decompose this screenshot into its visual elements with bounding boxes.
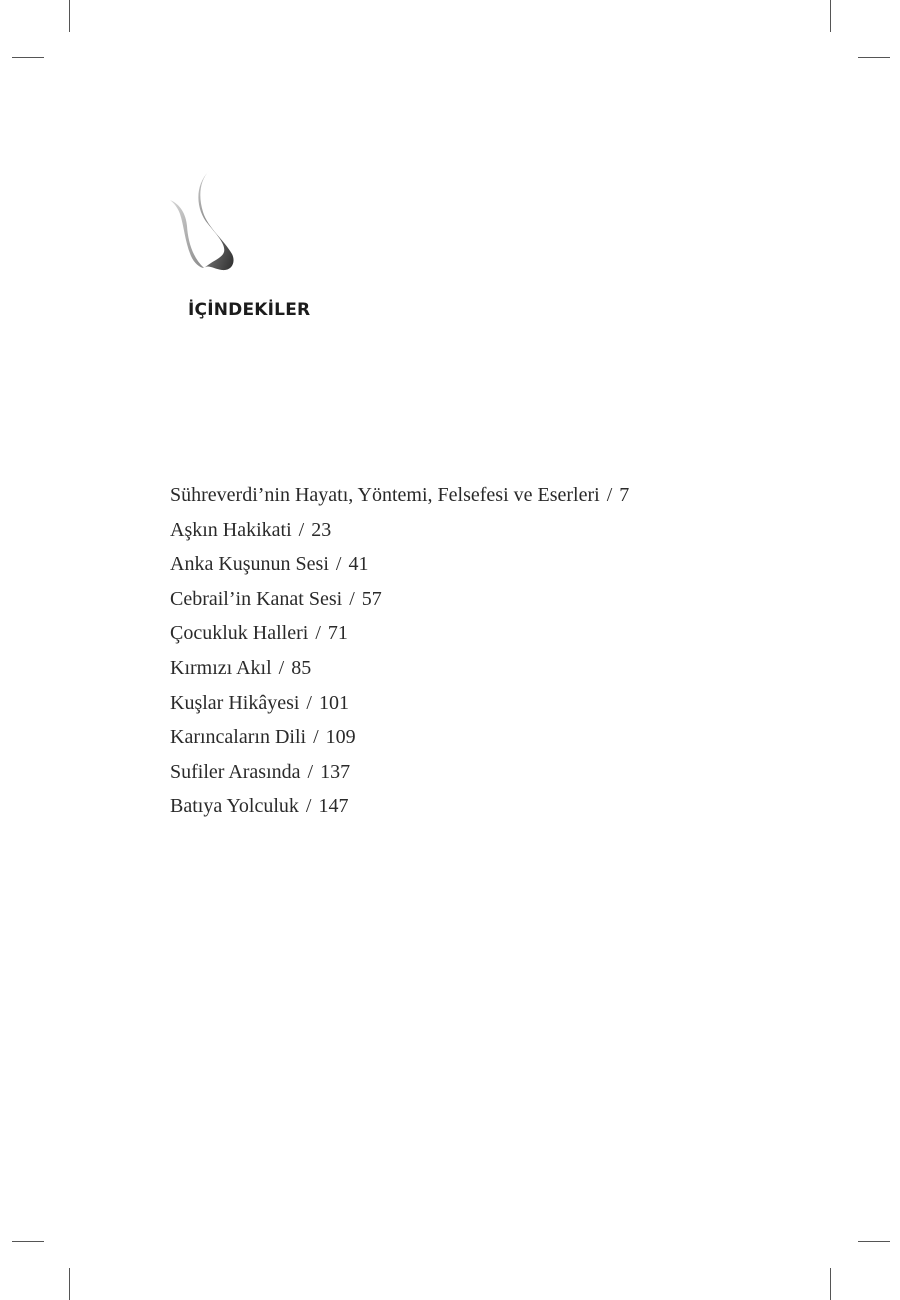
- crop-mark-top-right-horizontal: [858, 57, 890, 58]
- toc-entry: [170, 478, 629, 513]
- toc-entry-separator: /: [315, 622, 321, 645]
- toc-entry-title: Sühreverdi’nin Hayatı, Yöntemi, Felsefesi ve Eserleri: [170, 484, 600, 506]
- toc-entry: [170, 616, 629, 651]
- toc-entry-title: Karıncaların Dili: [170, 726, 307, 749]
- crop-mark-bottom-right-vertical: [830, 1268, 831, 1300]
- calligraphic-vav-icon: [160, 168, 240, 274]
- toc-entry-separator: /: [349, 587, 355, 610]
- toc-entry-title: Kırmızı Akıl: [170, 656, 272, 679]
- toc-entry-title: Kuşlar Hikâyesi: [170, 691, 300, 714]
- toc-entry-page-number: 23: [311, 518, 332, 541]
- toc-entry-separator: /: [306, 691, 312, 714]
- toc-entry-separator: /: [307, 760, 314, 783]
- toc-entry: [170, 513, 629, 548]
- toc-entry-page-number: 137: [320, 760, 351, 783]
- toc-entry-separator: /: [278, 656, 285, 679]
- toc-entry-title: Sufiler Arasında: [170, 760, 301, 783]
- toc-entry-title: Aşkın Hakikati: [170, 518, 292, 541]
- toc-entry-page-number: 101: [318, 691, 349, 714]
- toc-entry-separator: /: [305, 795, 312, 818]
- toc-entry-title: Cebrail’in Kanat Sesi: [170, 587, 343, 610]
- crop-mark-top-left-vertical: [69, 0, 70, 32]
- page-title: İÇİNDEKİLER: [188, 300, 311, 320]
- toc-entry: [170, 789, 629, 824]
- toc-entry-page-number: 85: [291, 656, 312, 679]
- toc-entry-title: Çocukluk Halleri: [170, 622, 309, 645]
- toc-entry-separator: /: [606, 484, 613, 506]
- toc-entry-separator: /: [298, 518, 305, 541]
- toc-entry: [170, 651, 629, 686]
- toc-entry-page-number: 109: [325, 726, 356, 749]
- toc-entry-separator: /: [313, 726, 319, 749]
- toc-entry-title: Batıya Yolculuk: [170, 795, 299, 818]
- toc-entry-page-number: 41: [348, 553, 369, 576]
- toc-entry-page-number: 57: [361, 587, 382, 610]
- toc-entry: [170, 686, 629, 721]
- toc-entry-separator: /: [335, 553, 342, 576]
- crop-mark-top-left-horizontal: [12, 57, 44, 58]
- toc-entry: [170, 547, 629, 582]
- crop-mark-bottom-left-horizontal: [12, 1241, 44, 1242]
- crop-mark-bottom-right-horizontal: [858, 1241, 890, 1242]
- toc-entry: [170, 720, 629, 755]
- crop-mark-bottom-left-vertical: [69, 1268, 70, 1300]
- toc-entry-page-number: 7: [619, 484, 630, 506]
- toc-entry-page-number: 71: [327, 622, 348, 645]
- toc-entry: [170, 582, 629, 617]
- crop-mark-top-right-vertical: [830, 0, 831, 32]
- toc-entry-page-number: 147: [318, 795, 349, 818]
- toc-entry-title: Anka Kuşunun Sesi: [170, 553, 329, 576]
- table-of-contents: [170, 478, 629, 824]
- toc-entry: [170, 755, 629, 790]
